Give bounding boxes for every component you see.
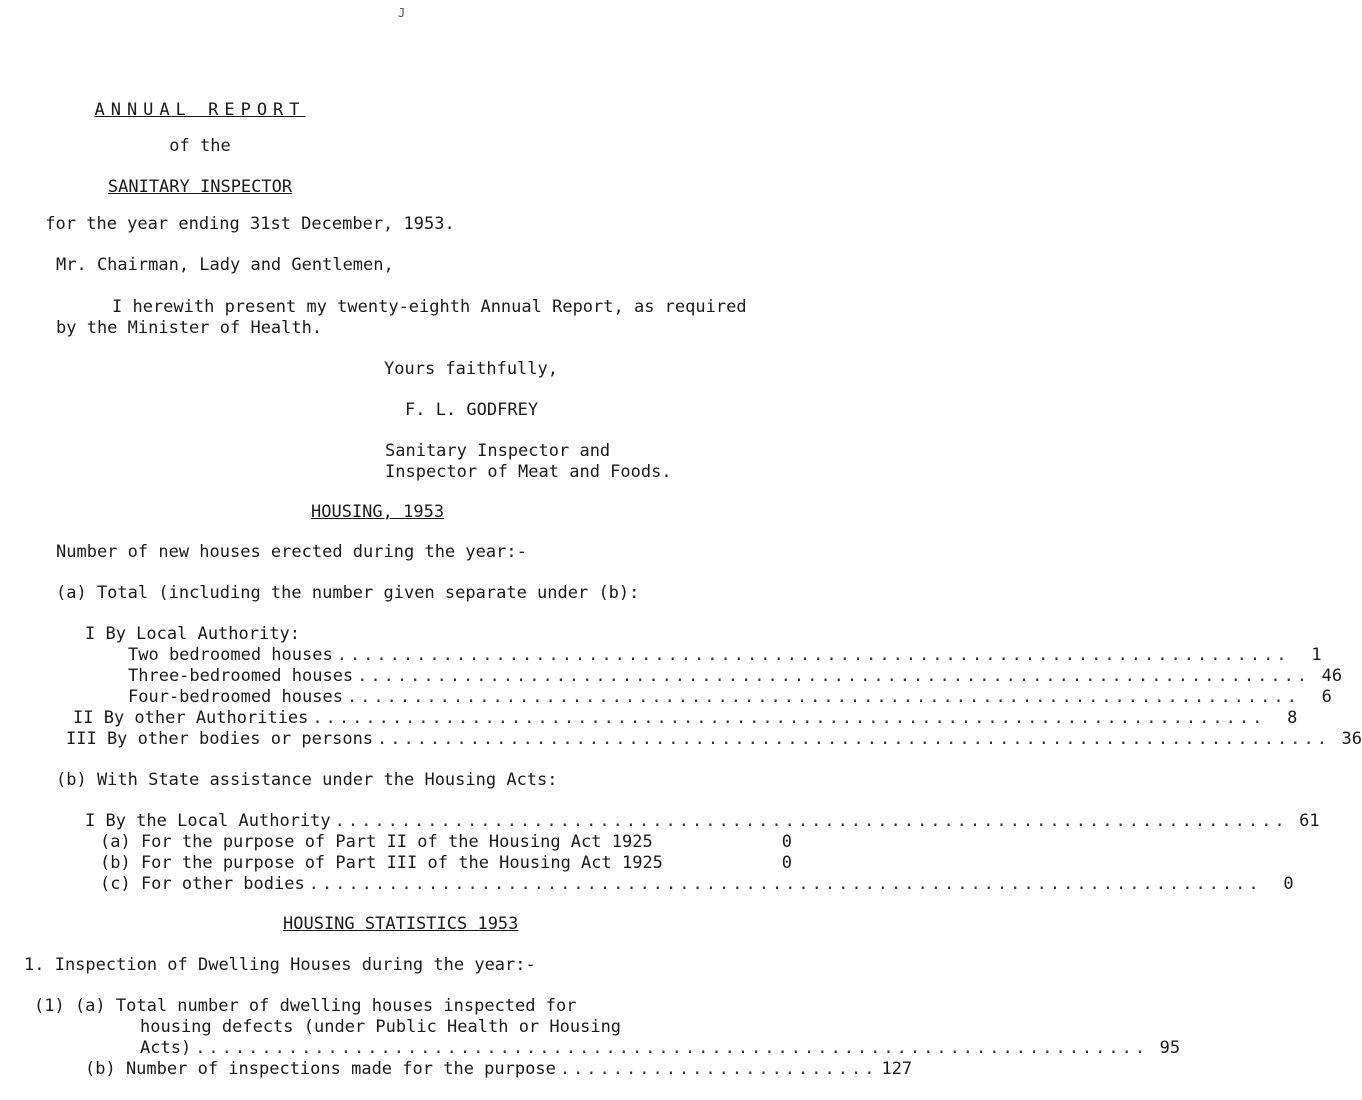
leader-dots: ........................................................................ (357, 666, 1311, 686)
leader-dots: ........................................................................ (346, 687, 1300, 707)
report-office: SANITARY INSPECTOR (107, 177, 293, 197)
page-mark: J (398, 6, 406, 20)
leader-dots: ........................ (559, 1059, 878, 1079)
statistics-heading: HOUSING STATISTICS 1953 (283, 914, 519, 934)
report-period: for the year ending 31st December, 1953. (45, 214, 455, 234)
leader-dots: ........................................................................ (336, 645, 1290, 665)
signatory: F. L. GODFREY (405, 400, 539, 420)
item-value: 46 (1321, 666, 1343, 686)
list-item (128, 687, 1332, 707)
list-item (73, 708, 1298, 728)
housing-part-a-i-label: I By Local Authority: (85, 624, 300, 644)
item-value: 0 (781, 832, 792, 852)
leader-dots: ........................................................................ (377, 729, 1330, 749)
item-label: II By other Authorities (73, 708, 309, 728)
item-label: Acts) (140, 1038, 192, 1058)
list-item (140, 1038, 1181, 1058)
housing-intro: Number of new houses erected during the year:- (56, 542, 527, 562)
signatory-title-1: Sanitary Inspector and (385, 441, 611, 461)
leader-dots: ........................................................................ (334, 811, 1288, 831)
housing-heading: HOUSING, 1953 (311, 502, 445, 522)
item-label: (c) For other bodies (100, 874, 305, 894)
list-item (100, 874, 1294, 894)
leader-dots: ........................................................................ (308, 874, 1262, 894)
list-item (66, 729, 1362, 749)
list-item (128, 645, 1322, 665)
report-title: ANNUAL REPORT (94, 100, 306, 120)
item-value: 0 (1283, 874, 1294, 894)
item-value: 61 (1299, 811, 1320, 831)
leader-dots: ........................................................................ (195, 1038, 1149, 1058)
item-label: Three-bedroomed houses (128, 666, 354, 686)
item-label: (b) For the purpose of Part III of the Housing Act 1925 (100, 853, 663, 873)
list-item (100, 832, 792, 852)
housing-part-a-label: (a) Total (including the number given separate under (b): (56, 583, 640, 603)
item-value: 95 (1159, 1038, 1181, 1058)
item-value: 8 (1287, 708, 1298, 728)
letter-body-line2: by the Minister of Health. (56, 318, 323, 338)
housing-part-b-label: (b) With State assistance under the Housing Acts: (56, 770, 558, 790)
letter-body-line1: I herewith present my twenty-eighth Annual Report, as required (112, 297, 747, 317)
item-label: Four-bedroomed houses (128, 687, 343, 707)
leader-dots: ........................................................................ (312, 708, 1266, 728)
salutation: Mr. Chairman, Lady and Gentlemen, (56, 255, 394, 275)
item-label: Two bedroomed houses (128, 645, 333, 665)
statistics-item-1: 1. Inspection of Dwelling Houses during the year:- (24, 955, 536, 975)
statistics-1a-line1: (1) (a) Total number of dwelling houses inspected for (34, 996, 577, 1016)
item-value: 36 (1341, 729, 1362, 749)
signatory-title-2: Inspector of Meat and Foods. (385, 462, 672, 482)
statistics-1a-line2: housing defects (under Public Health or Housing (140, 1017, 622, 1037)
item-label: (b) Number of inspections made for the purpose (85, 1059, 556, 1079)
item-label: I By the Local Authority (85, 811, 331, 831)
list-item (85, 1059, 913, 1079)
item-label: (a) For the purpose of Part II of the Housing Act 1925 (100, 832, 653, 852)
list-item (100, 853, 792, 873)
letter-closing: Yours faithfully, (384, 359, 558, 379)
item-value: 0 (781, 853, 792, 873)
list-item (85, 811, 1320, 831)
item-label: III By other bodies or persons (66, 729, 374, 749)
list-item (128, 666, 1343, 686)
report-of-the: of the (169, 136, 231, 156)
item-value: 6 (1321, 687, 1332, 707)
item-value: 127 (881, 1059, 913, 1079)
item-value: 1 (1311, 645, 1322, 665)
